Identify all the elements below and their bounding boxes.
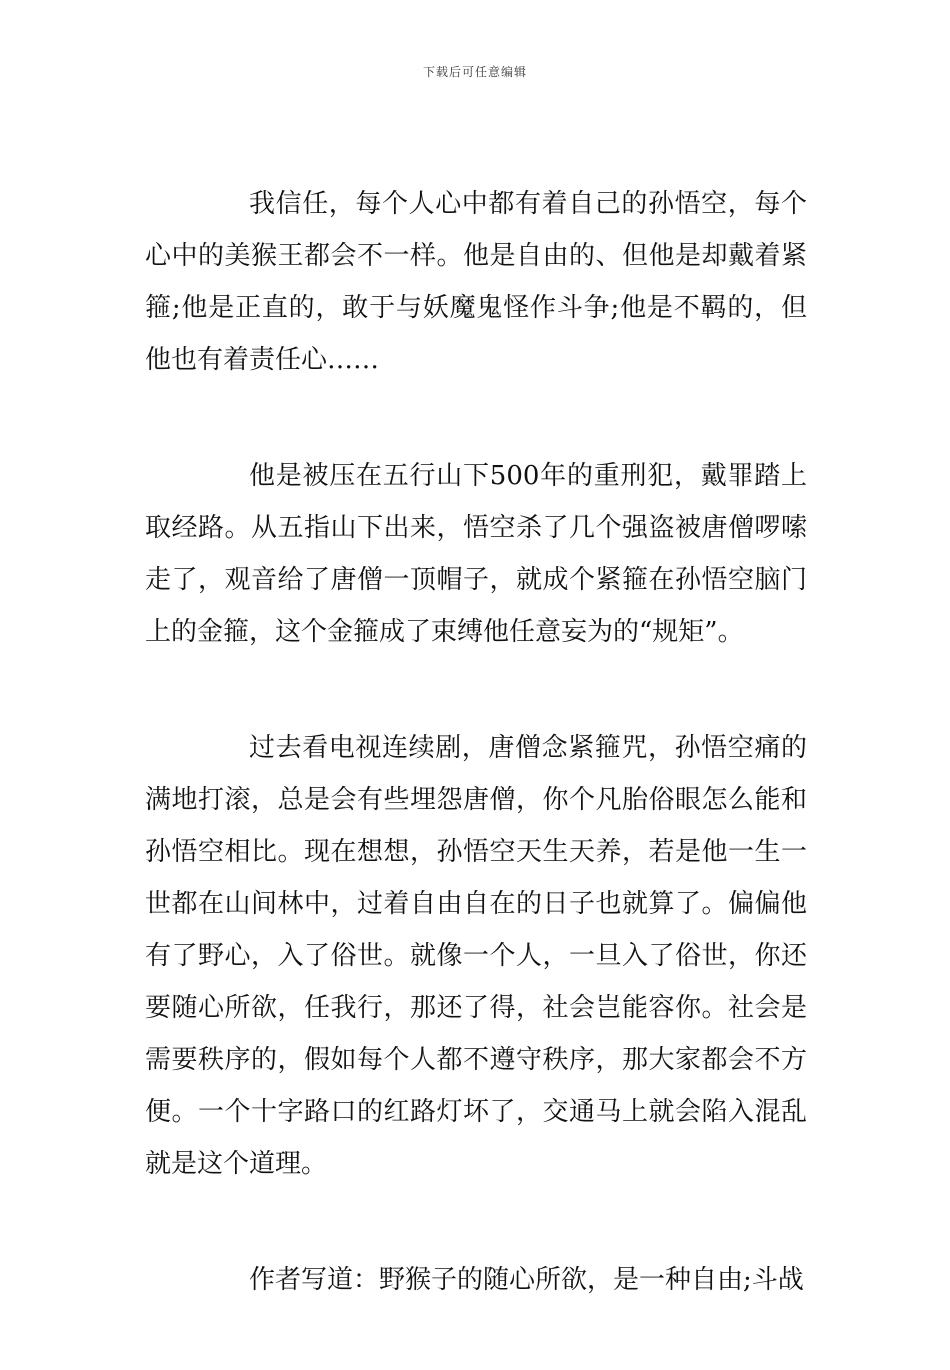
paragraph: 我信任，每个人心中都有着自己的孙悟空，每个心中的美猴王都会不一样。他是自由的、但他是却戴着紧箍;他是正直的，敢于与妖魔鬼怪作斗争;他是不羁的，但他也有着责任心…… [145, 189, 807, 375]
page-header: 下载后可任意编辑 [422, 65, 527, 79]
document-body [145, 178, 807, 1370]
paragraph: 过去看电视连续剧，唐僧念紧箍咒，孙悟空痛的满地打滚，总是会有些埋怨唐僧，你个凡胎俗眼怎么能和孙悟空相比。现在想想，孙悟空天生天养，若是他一生一世都在山间林中，过着自由自在的日子也就算了。偏偏他有了野心，入了俗世。就像一个人，一旦入了俗世，你还要随心所欲，任我行，那还了得，社会岂能容你。社会是需要秩序的，假如每个人都不遵守秩序，那大家都会不方便。一个十字路口的红路灯坏了，交通马上就会陷入混乱就是这个道理。 [145, 733, 807, 1179]
paragraph: 作者写道：野猴子的随心所欲，是一种自由;斗战 [249, 1265, 804, 1295]
paragraph: 他是被压在五行山下500年的重刑犯，戴罪踏上取经路。从五指山下出来，悟空杀了几个强盗被唐僧啰嗦走了，观音给了唐僧一顶帽子，就成个紧箍在孙悟空脑门上的金箍，这个金箍成了束缚他任意妄为的“规矩”。 [145, 461, 807, 647]
